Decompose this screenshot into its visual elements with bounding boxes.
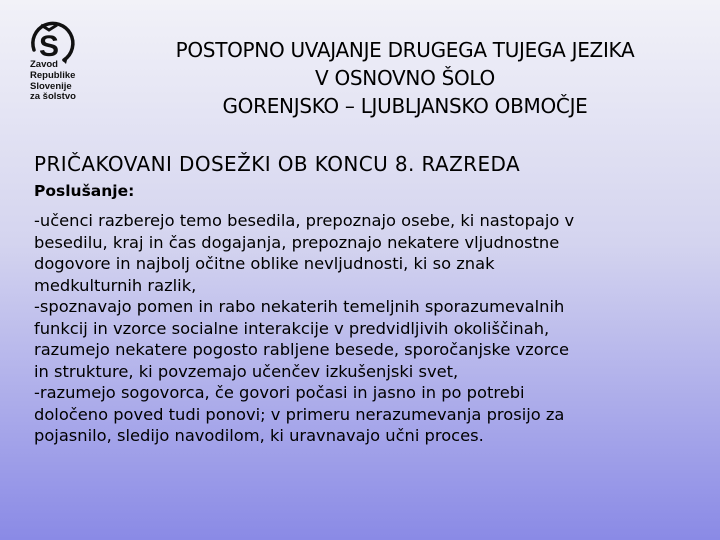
- body-line: in strukture, ki povzemajo učenčev izkušenjski svet,: [34, 361, 459, 381]
- body-line: določeno poved tudi ponovi; v primeru nerazumevanja prosijo za: [34, 404, 565, 424]
- body-line: pojasnilo, sledijo navodilom, ki uravnavajo učni proces.: [34, 426, 484, 445]
- body-line: razumejo nekatere pogosto rabljene besede, sporočanjske vzorce: [34, 340, 569, 359]
- logo-caption: [30, 60, 110, 103]
- body-line: -razumejo sogovorca, če govori počasi in jasno in po potrebi: [34, 383, 525, 402]
- section-heading: PRIČAKOVANI DOSEŽKI OB KONCU 8. RAZREDA: [34, 152, 521, 176]
- logo-line: Slovenije: [30, 80, 72, 92]
- section-subheading: Poslušanje:: [34, 182, 135, 200]
- logo-line: Republike: [30, 69, 76, 81]
- title-line: GORENJSKO – LJUBLJANSKO OBMOČJE: [222, 94, 588, 118]
- body-line: medkulturnih razlik,: [34, 275, 197, 295]
- body-line: -spoznavajo pomen in rabo nekaterih temeljnih sporazumevalnih: [34, 297, 565, 316]
- logo-line: za šolstvo: [30, 91, 76, 103]
- body-line: funkcij in vzorce socialne interakcije v predvidljivih okoliščinah,: [34, 318, 550, 338]
- body-line: -učenci razberejo temo besedila, prepoznajo osebe, ki nastopajo v: [34, 211, 575, 230]
- body-line: dogovore in najbolj očitne oblike nevljudnosti, ki so znak: [34, 254, 495, 273]
- svg-text:S: S: [38, 30, 60, 63]
- body-line: besedilu, kraj in čas dogajanja, prepoznajo nekatere vljudnostne: [34, 232, 560, 252]
- logo-line: Zavod: [30, 59, 58, 70]
- body-paragraph: [34, 210, 714, 447]
- slide-title: [100, 36, 710, 120]
- title-line: POSTOPNO UVAJANJE DRUGEGA TUJEGA JEZIKA: [175, 38, 635, 62]
- title-line: V OSNOVNO ŠOLO: [315, 66, 495, 90]
